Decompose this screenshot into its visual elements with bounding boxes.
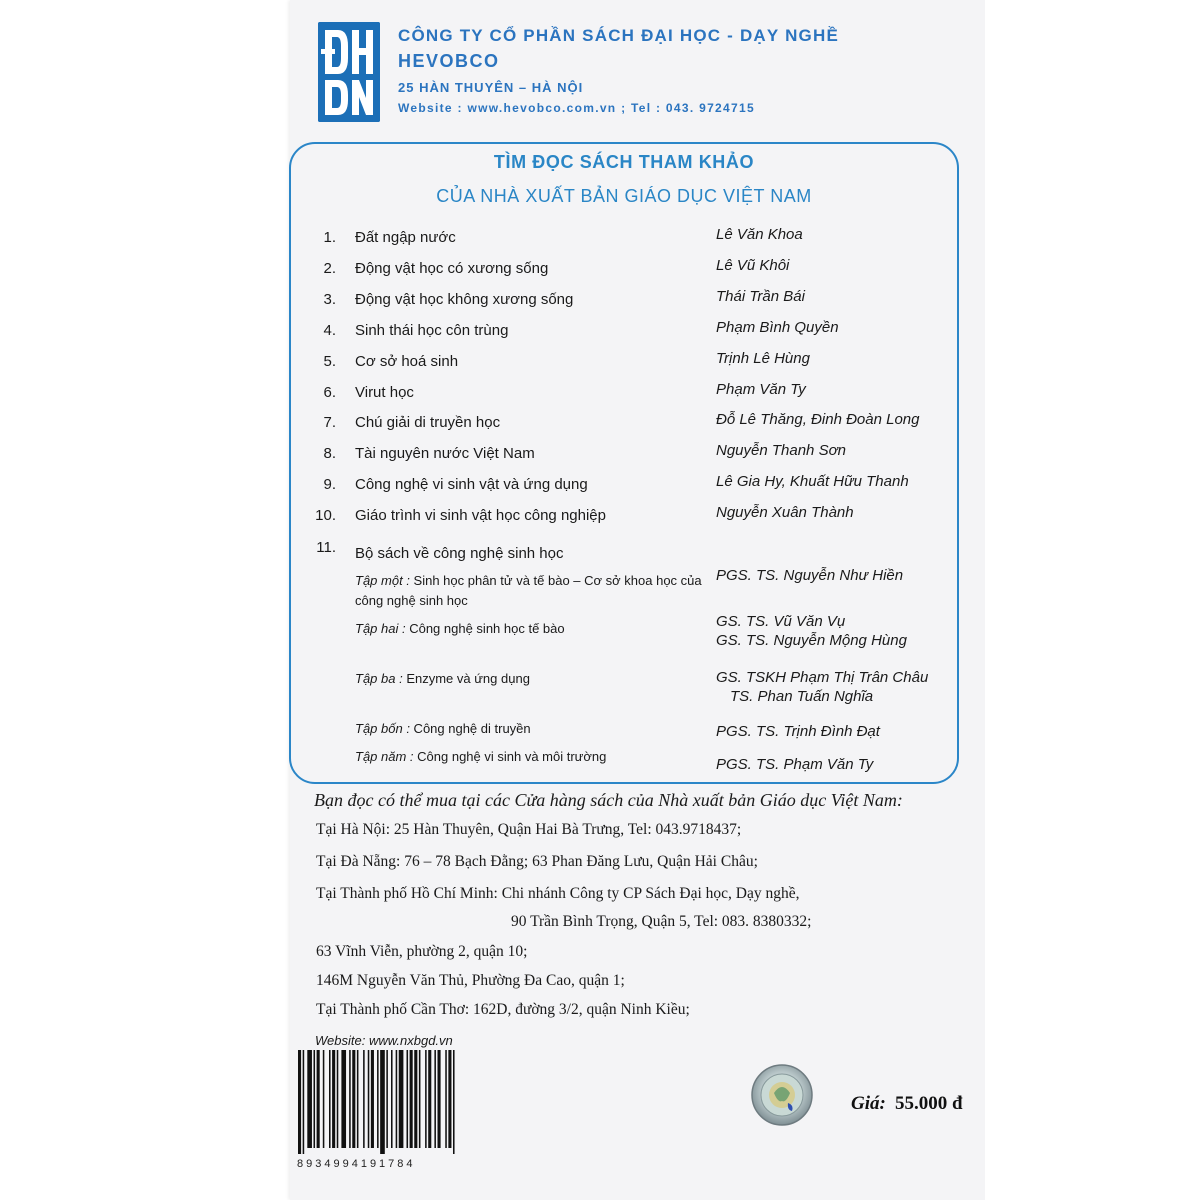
barcode-bar (425, 1050, 427, 1148)
volume-title-text: Enzyme và ứng dụng (402, 671, 530, 686)
barcode-bar (341, 1050, 346, 1148)
publisher-website: Website: www.nxbgd.vn (315, 1033, 453, 1048)
page-margin-left (0, 0, 290, 1200)
barcode-bar (337, 1050, 339, 1148)
volume-title (355, 619, 705, 639)
barcode-bar (386, 1050, 388, 1148)
book-title: Giáo trình vi sinh vật học công nghiệp (355, 507, 606, 524)
book-number: 10. (315, 507, 336, 524)
volume-title-text: Công nghệ vi sinh và môi trường (413, 749, 607, 764)
barcode-bar (414, 1050, 417, 1148)
page-margin-right (985, 0, 1200, 1200)
barcode-bar (314, 1050, 316, 1148)
store-address-line: 90 Trần Bình Trọng, Quận 5, Tel: 083. 8380332; (511, 913, 812, 930)
book-title: Tài nguyên nước Việt Nam (355, 445, 535, 462)
barcode-bar (434, 1050, 436, 1148)
book-title: Virut học (355, 384, 414, 401)
volume-label: Tập một : (355, 573, 410, 588)
book-title: Đất ngập nước (355, 229, 456, 246)
book-number: 2. (323, 260, 336, 277)
volume-title-text: Sinh học phân tử và tế bào – Cơ sở khoa học của (409, 573, 702, 588)
book-title: Công nghệ vi sinh vật và ứng dụng (355, 476, 588, 493)
volume-label: Tập hai : (355, 621, 406, 636)
book-author: Trịnh Lê Hùng (716, 350, 810, 367)
store-address-line: Tại Hà Nội: 25 Hàn Thuyên, Quận Hai Bà Trưng, Tel: 043.9718437; (316, 821, 742, 838)
publisher-address: 25 HÀN THUYÊN – HÀ NỘI (398, 80, 584, 95)
book-title: Bộ sách về công nghệ sinh học (355, 545, 564, 562)
volume-label: Tập ba : (355, 671, 403, 686)
book-author: Lê Văn Khoa (716, 226, 803, 243)
volume-title-text: Công nghệ di truyền (409, 721, 531, 736)
barcode-bar (445, 1050, 447, 1148)
barcode-bar (448, 1050, 451, 1148)
volume-author: GS. TSKH Phạm Thị Trân Châu (716, 669, 929, 686)
barcode-bar (368, 1050, 370, 1148)
book-author: Nguyễn Thanh Sơn (716, 442, 846, 459)
publisher-contact: Website : www.hevobco.com.vn ; Tel : 043. 9724715 (398, 101, 755, 115)
barcode-bar (410, 1050, 413, 1148)
barcode-bar (323, 1050, 325, 1148)
volume-title (355, 747, 705, 767)
volume-title-text: Công nghệ sinh học tế bào (405, 621, 565, 636)
barcode-bar (332, 1050, 335, 1148)
barcode-bar (380, 1050, 385, 1154)
barcode-bar (307, 1050, 312, 1148)
book-author: Phạm Văn Ty (716, 381, 806, 398)
store-address-line: Tại Thành phố Hồ Chí Minh: Chi nhánh Công ty CP Sách Đại học, Dạy nghề, (316, 885, 800, 902)
book-author: Phạm Bình Quyền (716, 319, 839, 336)
barcode-bar (349, 1050, 351, 1148)
barcode-bar (352, 1050, 355, 1148)
barcode-bar (399, 1050, 404, 1148)
price-label: Giá: (851, 1093, 886, 1114)
barcode-bar (453, 1050, 455, 1154)
book-number: 1. (323, 229, 336, 246)
book-title: Chú giải di truyền học (355, 414, 501, 431)
book-number: 8. (323, 445, 336, 462)
barcode-bar (371, 1050, 374, 1148)
volume-title (355, 669, 705, 689)
volume-author-secondary: TS. Phan Tuấn Nghĩa (730, 688, 874, 705)
book-author: Thái Trần Bái (716, 288, 805, 305)
reference-title: TÌM ĐỌC SÁCH THAM KHẢO (493, 152, 755, 172)
volume-title (355, 719, 705, 739)
book-number: 9. (323, 476, 336, 493)
book-author: Nguyễn Xuân Thành (716, 504, 854, 521)
volume-author: PGS. TS. Trịnh Đình Đạt (716, 723, 880, 740)
book-title: Động vật học không xương sống (355, 291, 574, 308)
barcode-bar (407, 1050, 409, 1148)
publisher-name: CÔNG TY CỔ PHẦN SÁCH ĐẠI HỌC - DẠY NGHỀ (398, 26, 839, 45)
book-number: 4. (323, 322, 336, 339)
volume-author-secondary: GS. TS. Nguyễn Mộng Hùng (716, 632, 907, 649)
store-address-line: 146M Nguyễn Văn Thủ, Phường Đa Cao, quận 1; (316, 972, 625, 989)
reference-subtitle: CỦA NHÀ XUẤT BẢN GIÁO DỤC VIỆT NAM (436, 186, 812, 206)
barcode-bar (419, 1050, 421, 1148)
publisher-short-name: HEVOBCO (398, 51, 500, 71)
hologram-seal-icon (750, 1063, 814, 1127)
book-author: Đỗ Lê Thăng, Đinh Đoàn Long (716, 411, 920, 428)
price-value: 55.000 đ (895, 1093, 963, 1114)
book-number: 5. (323, 353, 336, 370)
book-number: 3. (323, 291, 336, 308)
barcode-bar (357, 1050, 359, 1148)
barcode-bar (428, 1050, 431, 1148)
book-number: 6. (323, 384, 336, 401)
store-intro: Bạn đọc có thể mua tại các Cửa hàng sách của Nhà xuất bản Giáo dục Việt Nam: (314, 790, 903, 810)
volume-title-continued: công nghệ sinh học (355, 593, 468, 608)
book-title: Sinh thái học côn trùng (355, 322, 509, 339)
barcode-bar (298, 1050, 301, 1154)
volume-author: PGS. TS. Phạm Văn Ty (716, 756, 874, 773)
barcode-number: 8934994191784 (297, 1158, 416, 1170)
book-title: Cơ sở hoá sinh (355, 353, 459, 370)
book-title: Động vật học có xương sống (355, 260, 549, 277)
barcode-bar (317, 1050, 320, 1148)
volume-label: Tập năm : (355, 749, 414, 764)
store-address-line: Tại Đà Nẵng: 76 – 78 Bạch Đằng; 63 Phan Đăng Lưu, Quận Hải Châu; (316, 853, 758, 870)
volume-author: PGS. TS. Nguyễn Như Hiền (716, 567, 904, 584)
barcode-bar (391, 1050, 393, 1148)
barcode-bar (377, 1050, 379, 1148)
book-author: Lê Vũ Khôi (716, 257, 790, 274)
book-author: Lê Gia Hy, Khuất Hữu Thanh (716, 473, 909, 490)
barcode-bar (396, 1050, 398, 1148)
book-number: 11. (316, 539, 336, 556)
barcode-bar (329, 1050, 331, 1148)
volume-label: Tập bốn : (355, 721, 410, 736)
store-address-line: 63 Vĩnh Viễn, phường 2, quận 10; (316, 943, 528, 960)
volume-author: GS. TS. Vũ Văn Vụ (716, 613, 846, 630)
publisher-logo (318, 22, 380, 122)
barcode-bar (363, 1050, 365, 1148)
store-address-line: Tại Thành phố Cần Thơ: 162D, đường 3/2, quận Ninh Kiều; (316, 1001, 690, 1018)
barcode-bar (438, 1050, 441, 1148)
volume-title (355, 571, 705, 611)
barcode-bar (303, 1050, 305, 1154)
book-number: 7. (323, 414, 336, 431)
